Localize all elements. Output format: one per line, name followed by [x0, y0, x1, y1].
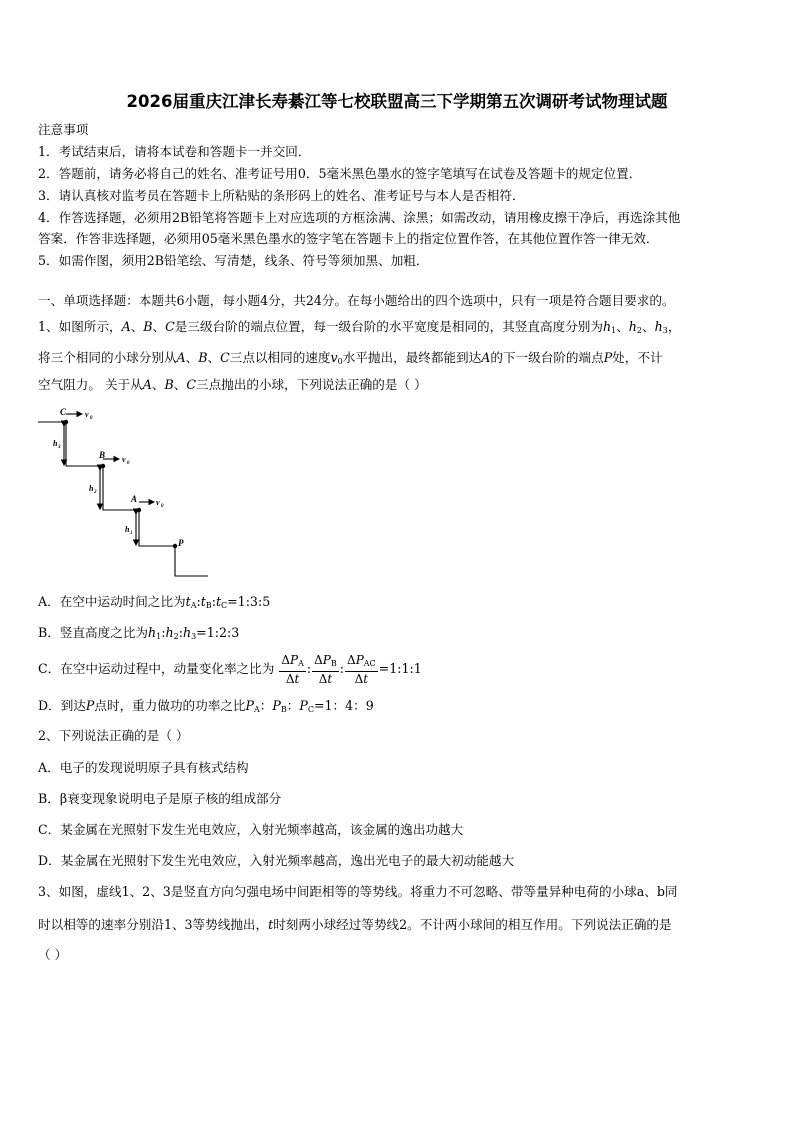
- q1-stem-line-3: 空气阻力。 关于从A、B、C三点抛出的小球，下列说法正确的是（ ）: [38, 377, 427, 392]
- label-h3-sub: 3: [58, 445, 61, 450]
- label-c: C: [60, 407, 67, 417]
- q3-stem-line-1: 3、如图，虚线1、2、3是竖直方向匀强电场中间距相等的等势线。将重力不可忽略、带等量异种电荷的小球a、b同: [38, 884, 678, 899]
- point-a: [137, 508, 141, 512]
- q3-stem-line-3: （ ）: [38, 947, 68, 962]
- label-h1: h: [125, 525, 130, 534]
- q2-option-d: D．某金属在光照射下发生光电效应，入射光频率越高，逸出光电子的最大初动能越大: [38, 853, 515, 868]
- section-heading: 一、单项选择题：本题共6小题，每小题4分，共24分。在每小题给出的四个选项中，只有一项是符合题目要求的。: [38, 293, 675, 308]
- label-v-a-sub: 0: [161, 504, 164, 509]
- notice-item-4-cont: 答案．作答非选择题，必须用05毫米黑色墨水的签字笔在答题卡上的指定位置作答，在其他位置作答一律无效．: [38, 231, 659, 246]
- point-p: [173, 544, 177, 548]
- q2-stem: 2、下列说法正确的是（ ）: [38, 728, 189, 743]
- q1-stem-line-1: 1、如图所示，A、B、C是三级台阶的端点位置，每一级台阶的水平宽度是相同的，其竖直高度分别为$h_1$、$h_2$、$h_3$，: [38, 319, 681, 335]
- notice-item-4: 4．作答选择题，必须用2B铅笔将答题卡上对应选项的方框涂满、涂黑；如需改动，请用橡皮擦干净后，再选涂其他: [38, 210, 681, 225]
- q1-option-b: B．竖直高度之比为$h_1:h_2:h_3=1:2:3$: [38, 625, 240, 641]
- q2-option-c: C．某金属在光照射下发生光电效应，入射光频率越高，该金属的逸出功越大: [38, 822, 464, 837]
- label-v-a: v: [156, 498, 160, 507]
- notice-item-2: 2．答题前，请务必将自己的姓名、准考证号用0．5毫米黑色墨水的签字笔填写在试卷及答题卡的规定位置．: [38, 166, 642, 181]
- label-p: P: [178, 538, 184, 548]
- q2-option-b: B．β衰变现象说明电子是原子核的组成部分: [38, 791, 282, 806]
- notice-item-5: 5．如需作图，须用2B铅笔绘、写清楚，线条、符号等须加黑、加粗．: [38, 253, 429, 268]
- label-h2: h: [89, 484, 94, 493]
- notice-item-3: 3．请认真核对监考员在答题卡上所粘贴的条形码上的姓名、准考证号与本人是否相符．: [38, 188, 525, 203]
- point-b: [101, 464, 105, 468]
- q1-option-d: D．到达P点时，重力做功的功率之比$P_A$：$P_B$：$P_C=1$：4：9: [38, 698, 374, 714]
- q3-stem-line-2: 时以相等的速率分别沿1、3等势线抛出，t时刻两小球经过等势线2。不计两小球间的相互作用。下列说法正确的是: [38, 917, 672, 932]
- fraction-pac: $\frac{\Delta P_{AC}}{\Delta t}$: [347, 652, 376, 686]
- q1-option-c: C．在空中运动过程中，动量变化率之比为 $\frac{\Delta P_A}{\Delta t}$ : $\frac{\Delta P_B}{\Delta t}$ : $\frac{\Delta P_{AC}}{\Delta t}$ =1:1:1: [38, 652, 422, 686]
- label-b: B: [99, 450, 106, 460]
- label-v-b-sub: 0: [127, 461, 130, 466]
- label-v-b: v: [122, 455, 126, 464]
- label-h3: h: [53, 439, 58, 448]
- q1-option-a: A．在空中运动时间之比为$t_A:t_B:t_C=1:3:5$: [38, 594, 271, 610]
- label-h2-sub: 2: [94, 490, 97, 495]
- notice-heading: 注意事项: [38, 122, 89, 137]
- point-c: [64, 420, 68, 424]
- label-v-c-sub: 0: [90, 416, 93, 421]
- fraction-pa: $\frac{\Delta P_A}{\Delta t}$: [281, 652, 304, 686]
- label-v-c: v: [85, 410, 89, 419]
- stair-projectile-figure: [36, 402, 216, 582]
- page-title: 2026届重庆江津长寿綦江等七校联盟高三下学期第五次调研考试物理试题: [126, 92, 668, 111]
- label-a: A: [131, 494, 138, 504]
- notice-item-1: 1．考试结束后，请将本试卷和答题卡一并交回．: [38, 144, 311, 159]
- label-h1-sub: 1: [130, 531, 133, 536]
- fraction-pb: $\frac{\Delta P_B}{\Delta t}$: [314, 652, 337, 686]
- q1-stem-line-2: 将三个相同的小球分别从A、B、C三点以相同的速度$v_0$水平抛出，最终都能到达A的下一级台阶的端点P处，不计: [38, 350, 663, 366]
- q2-option-a: A．电子的发现说明原子具有核式结构: [38, 760, 249, 775]
